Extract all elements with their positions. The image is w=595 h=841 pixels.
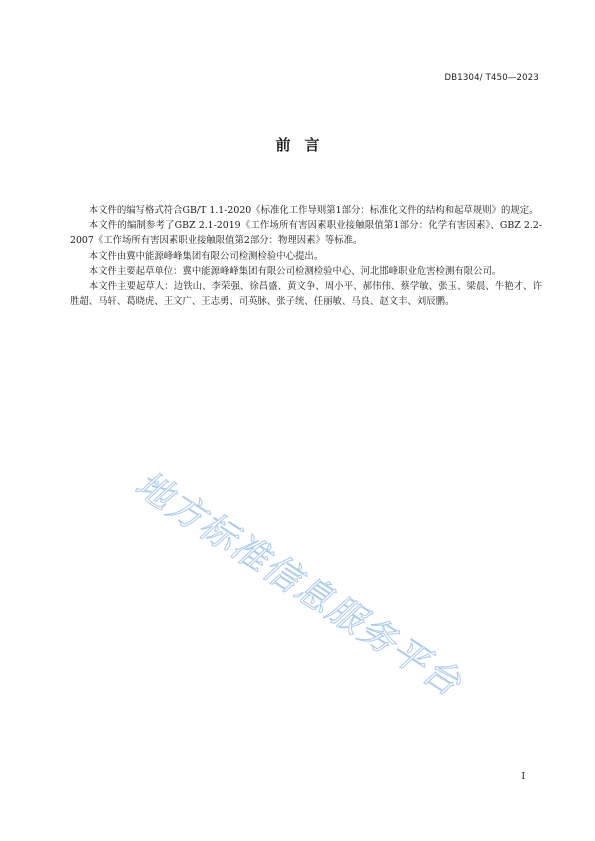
document-code: DB1304/ T450—2023 — [444, 73, 539, 83]
watermark: 地方标准信息服务平台 — [127, 463, 469, 706]
paragraph-drafters: 本文件主要起草人：边铁山、李荣强、徐昌盛、黄文争、周小平、郝伟伟、蔡学敏、张玉、梁晨、牛艳才、许胜超、马轩、葛晓虎、王文广、王志勇、司英脉、张子统、任丽敏、马良、赵文丰、刘辰鹏。 — [70, 281, 542, 308]
paragraph-format: 本文件的编写格式符合GB/T 1.1-2020《标准化工作导则第1部分：标准化文件的结构和起草规则》的规定。 — [88, 205, 539, 216]
paragraph-proposer: 本文件由冀中能源峰峰集团有限公司检测检验中心提出。 — [88, 250, 324, 262]
preface-body — [70, 203, 542, 309]
paragraph-references: 本文件的编制参考了GBZ 2.1-2019《工作场所有害因素职业接触限值第1部分：化学有害因素》、GBZ 2.2-2007《工作场所有害因素职业接触限值第2部分：物理因素》等标准。 — [70, 220, 542, 247]
page-title: 前言 — [275, 136, 334, 154]
page-number: I — [521, 772, 525, 782]
paragraph-drafting-units: 本文件主要起草单位：冀中能源峰峰集团有限公司检测检验中心、河北邯峰职业危害检测有限公司。 — [88, 265, 502, 277]
